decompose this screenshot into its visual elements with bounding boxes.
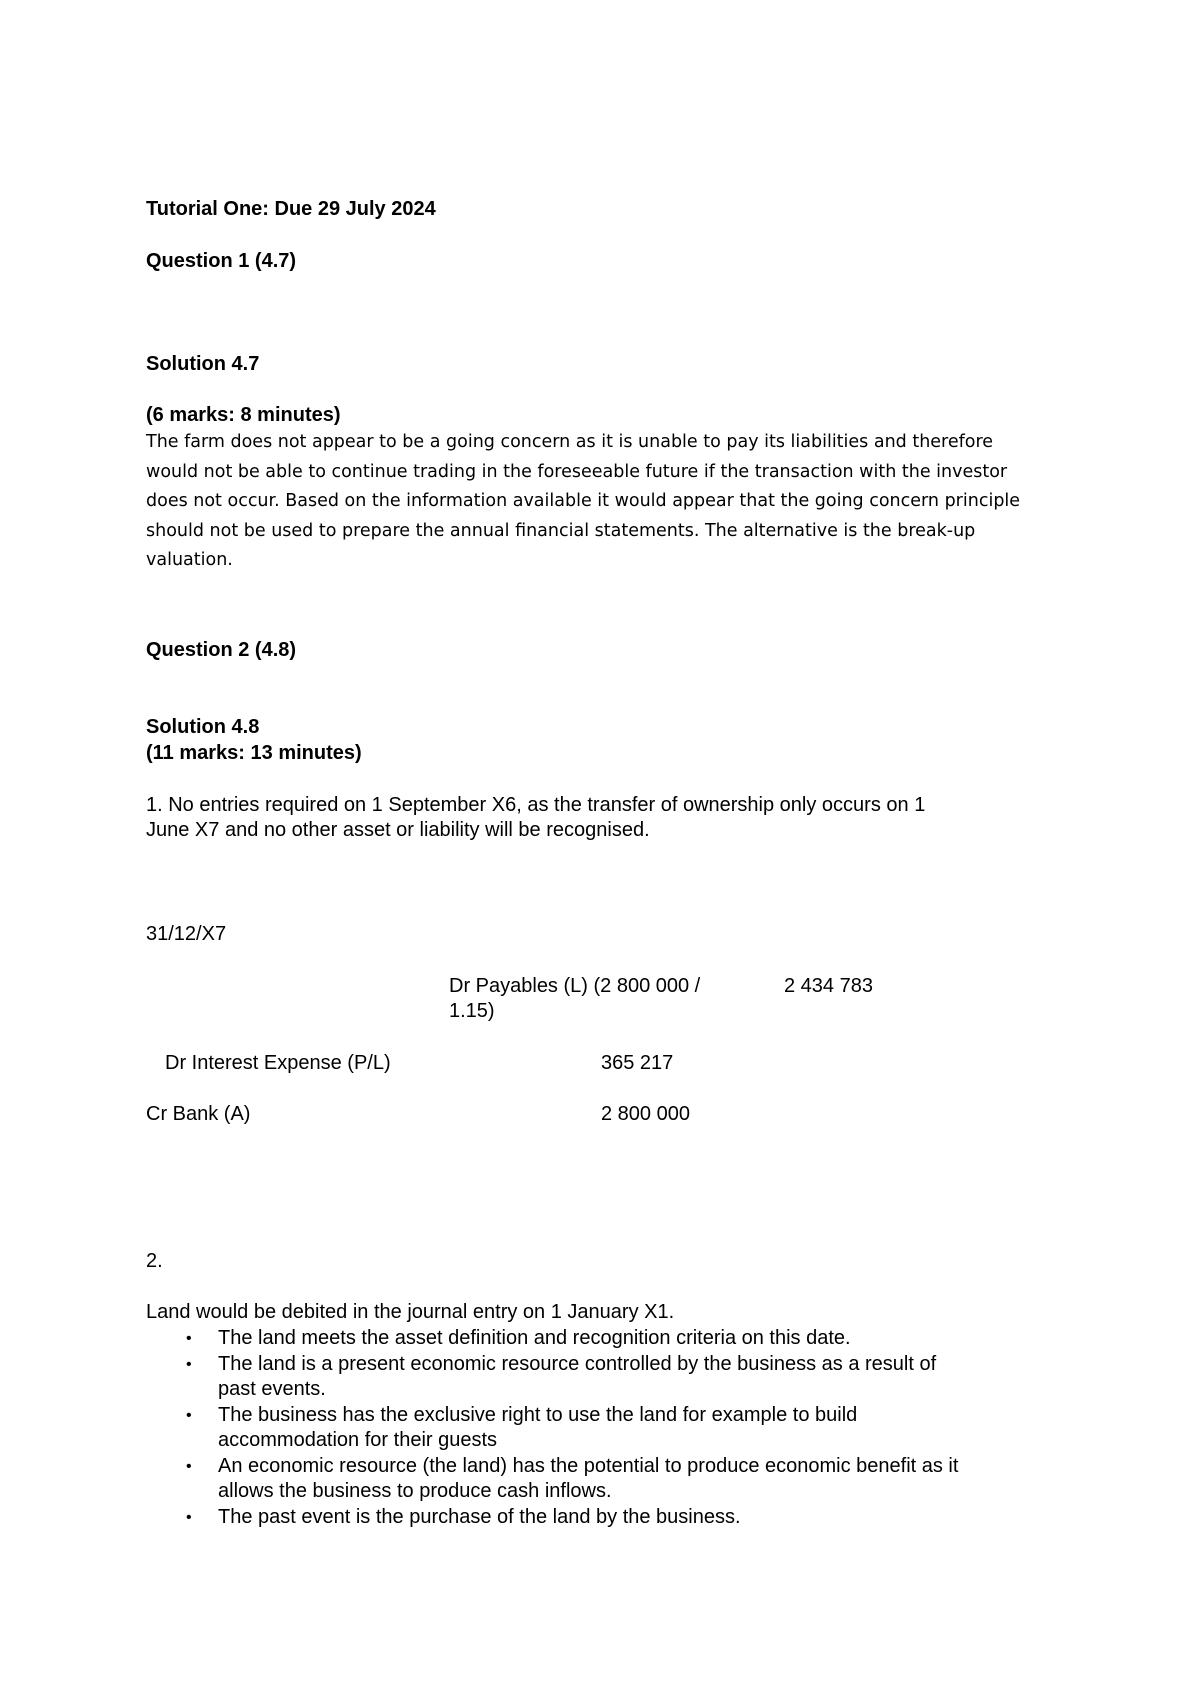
paragraph-line: The farm does not appear to be a going concern as it is unable to pay its liabilities and therefore — [146, 432, 994, 452]
point-2-number: 2. — [146, 1250, 163, 1272]
solution-4-7-heading: Solution 4.7 — [146, 353, 260, 375]
journal-dr-payables-line-1: Dr Payables (L) (2 800 000 / — [449, 975, 701, 997]
journal-dr-payables-line-2: 1.15) — [449, 1000, 495, 1022]
point-1-line-2: June X7 and no other asset or liability will be recognised. — [146, 819, 650, 841]
paragraph-line: would not be able to continue trading in the foreseeable future if the transaction with the investor — [146, 461, 1008, 482]
point-2-bullet-list — [146, 1326, 1066, 1530]
paragraph-line: should not be used to prepare the annual financial statements. The alternative is the break-up — [146, 520, 976, 541]
list-item: • An economic resource (the land) has the potential to produce economic benefit as it allows the business to produce cash inflows. — [186, 1454, 959, 1502]
point-2-intro: Land would be debited in the journal entry on 1 January X1. — [146, 1301, 675, 1323]
solution-4-8-marks: (11 marks: 13 minutes) — [146, 742, 362, 764]
solution-4-7-paragraph — [146, 428, 1076, 576]
bullet-icon: • — [186, 1508, 192, 1526]
journal-dr-interest-label: Dr Interest Expense (P/L) — [165, 1052, 391, 1074]
question-2-heading: Question 2 (4.8) — [146, 639, 297, 661]
journal-date: 31/12/X7 — [146, 923, 227, 945]
paragraph-line: valuation. — [146, 550, 233, 570]
bullet-icon: • — [186, 1457, 192, 1475]
list-item: • The land meets the asset definition and recognition criteria on this date. — [146, 1326, 1066, 1352]
bullet-icon: • — [186, 1330, 192, 1347]
journal-cr-bank-label: Cr Bank (A) — [146, 1103, 251, 1125]
point-1-line-1: 1. No entries required on 1 September X6, as the transfer of ownership only occurs on 1 — [146, 794, 926, 816]
question-1-heading: Question 1 (4.7) — [146, 250, 297, 272]
solution-4-7-marks: (6 marks: 8 minutes) — [146, 404, 341, 426]
paragraph-line: does not occur. Based on the information available it would appear that the going concern principle — [146, 491, 1021, 511]
document-title: Tutorial One: Due 29 July 2024 — [146, 198, 436, 220]
journal-dr-interest-amount: 365 217 — [601, 1052, 674, 1074]
bullet-icon: • — [186, 1355, 192, 1373]
journal-cr-bank-amount: 2 800 000 — [601, 1103, 690, 1125]
solution-4-8-heading: Solution 4.8 — [146, 716, 260, 738]
list-item: • The business has the exclusive right to use the land for example to build accommodation for their guests — [186, 1403, 858, 1451]
list-item: • The past event is the purchase of the land by the business. — [146, 1505, 1066, 1531]
list-item: • The land is a present economic resource controlled by the business as a result of past events. — [186, 1352, 937, 1400]
journal-dr-payables-amount: 2 434 783 — [784, 975, 873, 997]
bullet-icon: • — [186, 1406, 192, 1424]
